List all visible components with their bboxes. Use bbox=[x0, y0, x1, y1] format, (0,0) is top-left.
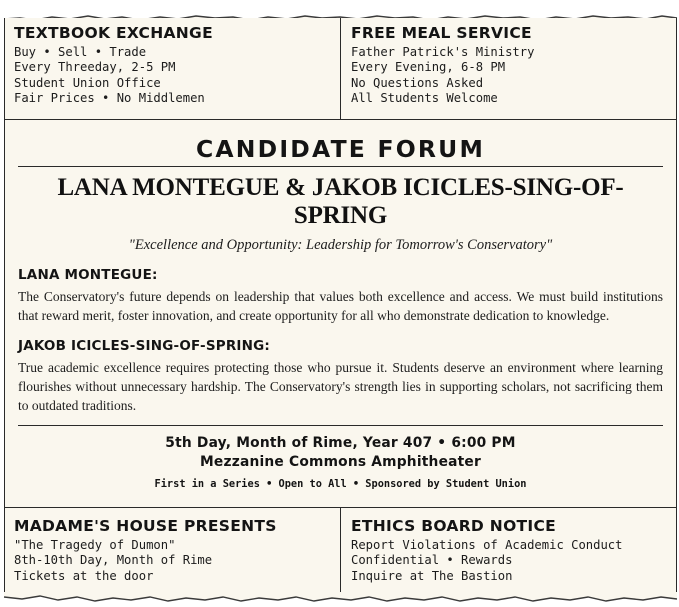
ad-line: Every Threeday, 2-5 PM bbox=[14, 60, 176, 75]
ad-line: Student Union Office bbox=[14, 75, 161, 90]
candidate-1-statement: The Conservatory's future depends on leadership that values both excellence and access. We must build institutions that reward merit, foster innovation, and create opportunity for all who demonstrate dedication to knowledge. bbox=[18, 289, 663, 323]
divider bbox=[18, 425, 663, 426]
event-location: Mezzanine Commons Amphitheater bbox=[200, 454, 481, 470]
ad-line: All Students Welcome bbox=[351, 91, 498, 106]
ad-line: Report Violations of Academic Conduct bbox=[351, 538, 623, 552]
ad-title: TEXTBOOK EXCHANGE bbox=[14, 24, 213, 42]
ad-line: No Questions Asked bbox=[351, 75, 484, 90]
ad-line: "The Tragedy of Dumon" bbox=[14, 538, 176, 552]
torn-paper-bottom-edge bbox=[0, 592, 679, 606]
textbook-exchange-ad bbox=[5, 18, 341, 119]
top-ads-row bbox=[5, 18, 676, 120]
ad-line: 8th-10th Day, Month of Rime bbox=[14, 553, 213, 568]
ad-title: MADAME'S HOUSE PRESENTS bbox=[14, 517, 277, 535]
candidate-1-name: LANA MONTEGUE: bbox=[18, 267, 158, 283]
candidate-names: LANA MONTEGUE & JAKOB ICICLES-SING-OF-SPRING bbox=[57, 174, 624, 229]
event-details: First in a Series • Open to All • Sponsored by Student Union bbox=[154, 478, 527, 490]
candidate-2-name: JAKOB ICICLES-SING-OF-SPRING: bbox=[18, 338, 271, 354]
bulletin-board bbox=[4, 18, 677, 596]
bottom-ads-row bbox=[5, 507, 676, 596]
ad-line: Every Evening, 6-8 PM bbox=[351, 60, 506, 75]
campaign-slogan: "Excellence and Opportunity: Leadership for Tomorrow's Conservatory" bbox=[128, 237, 553, 253]
ad-line: Father Patrick's Ministry bbox=[351, 45, 535, 59]
ad-line: Confidential • Rewards bbox=[351, 553, 513, 568]
candidate-forum-notice bbox=[18, 119, 663, 490]
ad-line: Inquire at The Bastion bbox=[351, 568, 513, 583]
event-date-time: 5th Day, Month of Rime, Year 407 • 6:00 PM bbox=[165, 435, 516, 451]
divider bbox=[18, 166, 663, 167]
free-meal-service-ad bbox=[341, 18, 676, 119]
ad-line: Fair Prices • No Middlemen bbox=[14, 91, 205, 106]
madames-house-ad bbox=[5, 508, 341, 596]
ad-line: Buy • Sell • Trade bbox=[14, 45, 147, 59]
candidate-2-statement: True academic excellence requires protecting those who pursue it. Students deserve an environment where learning flourishes without unnecessary hardship. The Conservatory's strength lies in supporting scholars, not sacrificing them to outdated traditions. bbox=[18, 360, 663, 413]
ad-title: ETHICS BOARD NOTICE bbox=[351, 517, 557, 535]
ad-title: FREE MEAL SERVICE bbox=[351, 24, 532, 42]
ad-line: Tickets at the door bbox=[14, 568, 154, 583]
forum-heading: CANDIDATE FORUM bbox=[195, 135, 486, 163]
ethics-board-notice-ad bbox=[341, 508, 676, 596]
